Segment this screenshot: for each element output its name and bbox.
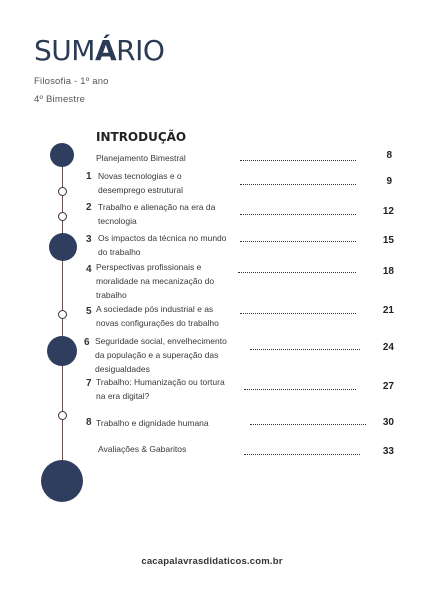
toc-entry-number: 3 [86, 234, 92, 245]
toc-entry-5[interactable]: A sociedade pós industrial e as novas configurações do trabalho [96, 304, 219, 328]
leader-dots [244, 454, 360, 455]
leader-dots [244, 389, 356, 390]
timeline-dot-small [58, 310, 67, 319]
toc-page-number: 30 [382, 417, 394, 428]
toc-entry-7[interactable]: Trabalho: Humanização ou tortura na era digital? [96, 377, 225, 401]
timeline-dot-large [47, 336, 77, 366]
toc-entry-4[interactable]: Perspectivas profissionais e moralidade na mecanização do trabalho [96, 262, 215, 300]
leader-dots [240, 313, 356, 314]
toc-page-number: 18 [382, 266, 394, 277]
toc-entry-planejamento[interactable]: Planejamento Bimestral [96, 153, 186, 163]
toc-page-number: 9 [386, 176, 392, 187]
toc-entry-number: 4 [86, 264, 92, 275]
leader-dots [250, 349, 360, 350]
toc-entry-8[interactable]: Trabalho e dignidade humana [96, 418, 209, 428]
leader-dots [240, 241, 356, 242]
toc-entry-6[interactable]: Seguridade social, envelhecimento da população e a superação das desigualdades [95, 336, 227, 374]
toc-entry-number: 8 [86, 417, 92, 428]
toc-entry-2[interactable]: Trabalho e alienação na era da tecnologia [98, 202, 216, 226]
page-title: SUMÁRIO [34, 34, 165, 67]
timeline-dot-large [41, 460, 83, 502]
toc-entry-avaliacoes[interactable]: Avaliações & Gabaritos [98, 444, 187, 454]
leader-dots [240, 160, 356, 161]
intro-heading: INTRODUÇÃO [96, 130, 187, 144]
subject-label: Filosofia - 1º ano [34, 76, 109, 87]
toc-page-number: 24 [382, 342, 394, 353]
leader-dots [238, 272, 356, 273]
footer-website[interactable]: cacapalavrasdidaticos.com.br [141, 556, 283, 567]
toc-entry-1[interactable]: Novas tecnologias e o desemprego estrutural [98, 171, 184, 195]
timeline-dot-small [58, 411, 67, 420]
toc-page-number: 15 [382, 235, 394, 246]
timeline-dot-large [50, 143, 74, 167]
toc-entry-number: 6 [84, 337, 90, 348]
toc-page-number: 21 [382, 305, 394, 316]
toc-page-number: 12 [382, 206, 394, 217]
leader-dots [240, 184, 356, 185]
toc-entry-number: 7 [86, 378, 92, 389]
timeline-dot-large [49, 233, 77, 261]
toc-entry-number: 2 [86, 202, 92, 213]
leader-dots [240, 214, 356, 215]
toc-page-number: 8 [386, 150, 392, 161]
leader-dots [250, 424, 366, 425]
timeline-dot-small [58, 212, 67, 221]
toc-entry-3[interactable]: Os impactos da técnica no mundo do trabalho [98, 233, 227, 257]
term-label: 4º Bimestre [34, 94, 86, 105]
toc-page-number: 27 [382, 381, 394, 392]
toc-page-number: 33 [382, 446, 394, 457]
toc-entry-number: 5 [86, 306, 92, 317]
timeline-dot-small [58, 187, 67, 196]
toc-entry-number: 1 [86, 171, 92, 182]
